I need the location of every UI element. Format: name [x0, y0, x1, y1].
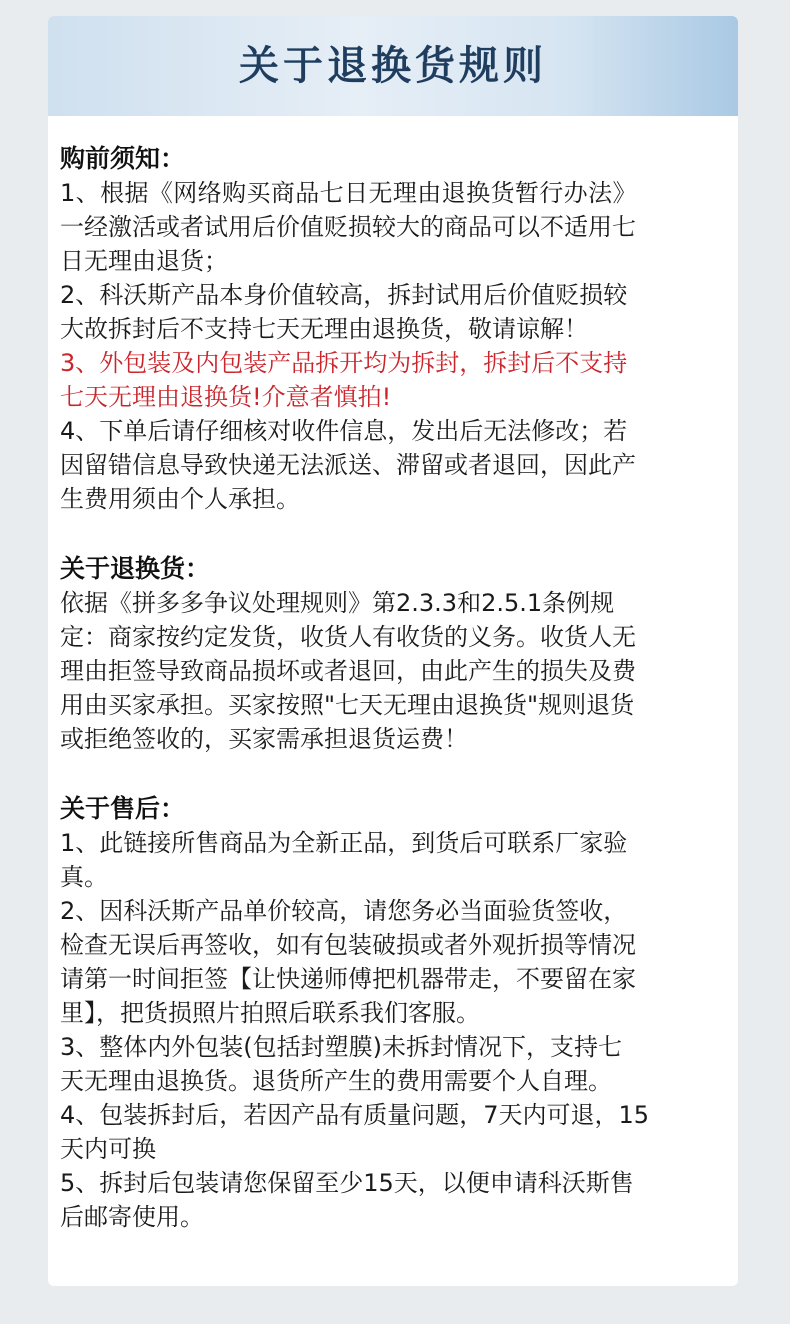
page-title: 关于退换货规则 — [239, 43, 547, 89]
rule-line: 请第一时间拒签【让快递师傅把机器带走，不要留在家 — [60, 965, 636, 993]
rule-line: 1、此链接所售商品为全新正品，到货后可联系厂家验 — [60, 829, 628, 857]
section-heading: 关于售后： — [60, 794, 186, 823]
rule-line: 生费用须由个人承担。 — [60, 485, 300, 513]
section-returns — [60, 552, 730, 756]
rule-line: 一经激活或者试用后价值贬损较大的商品可以不适用七 — [60, 213, 636, 241]
rule-line: 理由拒签导致商品损坏或者退回，由此产生的损失及费 — [60, 657, 636, 685]
rule-line: 用由买家承担。买家按照"七天无理由退换货"规则退货 — [60, 691, 635, 719]
rule-line: 因留错信息导致快递无法派送、滞留或者退回，因此产 — [60, 451, 636, 479]
rule-line: 检查无误后再签收，如有包装破损或者外观折损等情况 — [60, 931, 636, 959]
rule-line: 天内可换 — [60, 1135, 156, 1163]
rule-line: 定：商家按约定发货，收货人有收货的义务。收货人无 — [60, 623, 636, 651]
rule-line: 3、整体内外包装(包括封塑膜)未拆封情况下，支持七 — [60, 1033, 622, 1061]
rule-line: 或拒绝签收的，买家需承担退货运费！ — [60, 725, 468, 753]
rule-line-highlight: 七天无理由退换货!介意者慎拍! — [60, 383, 392, 411]
rule-line: 1、根据《网络购买商品七日无理由退换货暂行办法》 — [60, 179, 637, 207]
rule-line: 里】，把货损照片拍照后联系我们客服。 — [60, 999, 480, 1027]
section-after-sales — [60, 792, 730, 1234]
rule-line: 天无理由退换货。退货所产生的费用需要个人自理。 — [60, 1067, 612, 1095]
section-heading: 关于退换货： — [60, 554, 211, 583]
rule-line: 2、科沃斯产品本身价值较高，拆封试用后价值贬损较 — [60, 281, 628, 309]
rule-line: 大故拆封后不支持七天无理由退换货，敬请谅解！ — [60, 315, 588, 343]
rule-line: 后邮寄使用。 — [60, 1203, 204, 1231]
rule-line: 2、因科沃斯产品单价较高，请您务必当面验货签收， — [60, 897, 628, 925]
rule-line: 日无理由退货； — [60, 247, 228, 275]
rule-line: 5、拆封后包装请您保留至少15天，以便申请科沃斯售 — [60, 1169, 634, 1197]
rule-line-highlight: 3、外包装及内包装产品拆开均为拆封，拆封后不支持 — [60, 349, 628, 377]
rules-content — [60, 142, 730, 1234]
section-pre-purchase — [60, 142, 730, 516]
rule-line: 4、下单后请仔细核对收件信息，发出后无法修改；若 — [60, 417, 628, 445]
section-heading: 购前须知： — [60, 144, 186, 173]
rule-line: 4、包装拆封后，若因产品有质量问题，7天内可退，15 — [60, 1101, 650, 1129]
rule-line: 真。 — [60, 863, 108, 891]
rules-card — [48, 16, 738, 1286]
rule-line: 依据《拼多多争议处理规则》第2.3.3和2.5.1条例规 — [60, 589, 615, 617]
